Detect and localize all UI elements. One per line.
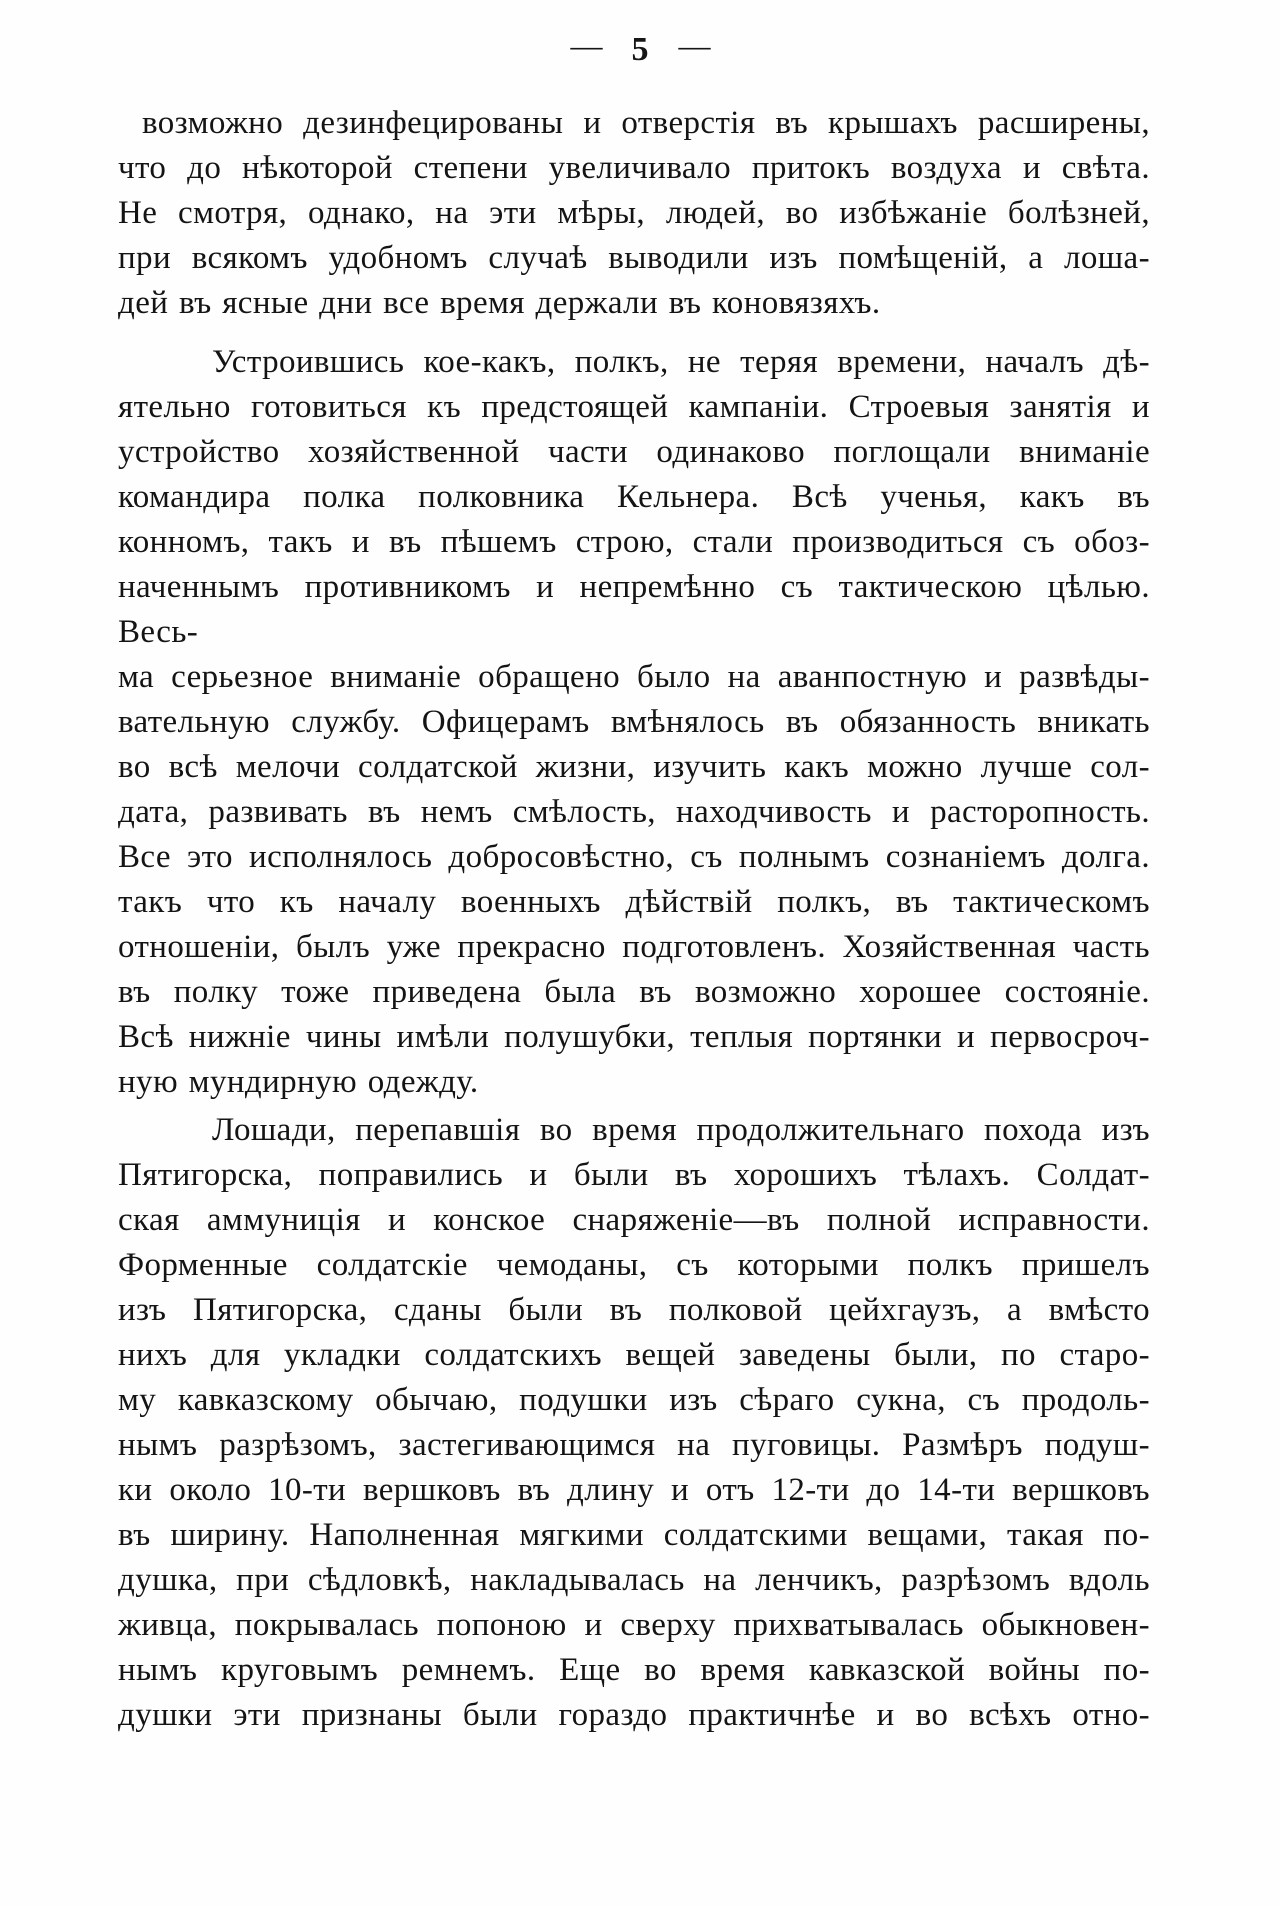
text-line: нымъ круговымъ ремнемъ. Еще во время кавказской войны по- bbox=[118, 1652, 1150, 1688]
text-line: ская аммуниція и конское снаряженіе—въ полной исправности. bbox=[118, 1202, 1150, 1238]
paragraph bbox=[118, 340, 1150, 1105]
text-line: при всякомъ удобномъ случаѣ выводили изъ помѣщеній, а лоша- bbox=[118, 240, 1150, 276]
text-line: Не смотря, однако, на эти мѣры, людей, во избѣжаніе болѣзней, bbox=[118, 195, 1150, 231]
text-line: дей въ ясные дни все время держали въ коновязяхъ. bbox=[118, 285, 881, 321]
text-line: во всѣ мелочи солдатской жизни, изучить какъ можно лучше сол- bbox=[118, 749, 1150, 785]
text-line: душки эти признаны были гораздо практичнѣе и во всѣхъ отно- bbox=[118, 1697, 1150, 1733]
text-line: ки около 10-ти вершковъ въ длину и отъ 12-ти до 14-ти вершковъ bbox=[118, 1472, 1150, 1508]
text-line: въ полку тоже приведена была въ возможно хорошее состояніе. bbox=[118, 974, 1150, 1010]
text-line: ную мундирную одежду. bbox=[118, 1064, 479, 1100]
text-line: ма серьезное вниманіе обращено было на аванпостную и развѣды- bbox=[118, 659, 1150, 695]
text-line: возможно дезинфецированы и отверстія въ крышахъ расширены, bbox=[142, 105, 1150, 141]
text-line: дата, развивать въ немъ смѣлость, находчивость и расторопность. bbox=[118, 794, 1150, 830]
page-text bbox=[118, 101, 1150, 1738]
text-line: командира полка полковника Кельнера. Всѣ ученья, какъ въ bbox=[118, 479, 1150, 515]
text-line: въ ширину. Наполненная мягкими солдатскими вещами, такая по- bbox=[118, 1517, 1150, 1553]
text-line: му кавказскому обычаю, подушки изъ сѣраго сукна, съ продоль- bbox=[118, 1382, 1150, 1418]
text-line: такъ что къ началу военныхъ дѣйствій полкъ, въ тактическомъ bbox=[118, 884, 1150, 920]
text-line: ятельно готовиться къ предстоящей кампаніи. Строевыя занятія и bbox=[118, 389, 1150, 425]
page-number: 5 bbox=[631, 31, 649, 68]
paragraph bbox=[118, 1108, 1150, 1738]
text-line: отношеніи, былъ уже прекрасно подготовленъ. Хозяйственная часть bbox=[118, 929, 1150, 965]
header-dash-right: — bbox=[678, 27, 710, 63]
text-line: нихъ для укладки солдатскихъ вещей заведены были, по старо- bbox=[118, 1337, 1150, 1373]
text-line: Всѣ нижніе чины имѣли полушубки, теплыя портянки и первосроч- bbox=[118, 1019, 1150, 1055]
text-line: душка, при сѣдловкѣ, накладывалась на ленчикъ, разрѣзомъ вдоль bbox=[118, 1562, 1150, 1598]
text-line: наченнымъ противникомъ и непремѣнно съ тактическою цѣлью. Весь- bbox=[118, 569, 1150, 650]
text-line: вательную службу. Офицерамъ вмѣнялось въ обязанность вникать bbox=[118, 704, 1150, 740]
header-dash-left: — bbox=[570, 27, 602, 63]
text-line: конномъ, такъ и въ пѣшемъ строю, стали производиться съ обоз- bbox=[118, 524, 1150, 560]
text-line: Форменные солдатскіе чемоданы, съ которыми полкъ пришелъ bbox=[118, 1247, 1150, 1283]
text-line: изъ Пятигорска, сданы были въ полковой цейхгаузъ, а вмѣсто bbox=[118, 1292, 1150, 1328]
page-header bbox=[0, 0, 1280, 71]
text-line: устройство хозяйственной части одинаково поглощали вниманіе bbox=[118, 434, 1150, 470]
text-line: Лошади, перепавшія во время продолжительнаго похода изъ bbox=[212, 1112, 1150, 1148]
text-line: живца, покрывалась попоною и сверху прихватывалась обыкновен- bbox=[118, 1607, 1150, 1643]
text-line: Все это исполнялось добросовѣстно, съ полнымъ сознаніемъ долга. bbox=[118, 839, 1150, 875]
text-line: что до нѣкоторой степени увеличивало притокъ воздуха и свѣта. bbox=[118, 150, 1150, 186]
text-line: Пятигорска, поправились и были въ хорошихъ тѣлахъ. Солдат- bbox=[118, 1157, 1150, 1193]
text-line: Устроившись кое-какъ, полкъ, не теряя времени, началъ дѣ- bbox=[212, 344, 1150, 380]
paragraph bbox=[118, 101, 1150, 326]
text-line: нымъ разрѣзомъ, застегивающимся на пуговицы. Размѣръ подуш- bbox=[118, 1427, 1150, 1463]
